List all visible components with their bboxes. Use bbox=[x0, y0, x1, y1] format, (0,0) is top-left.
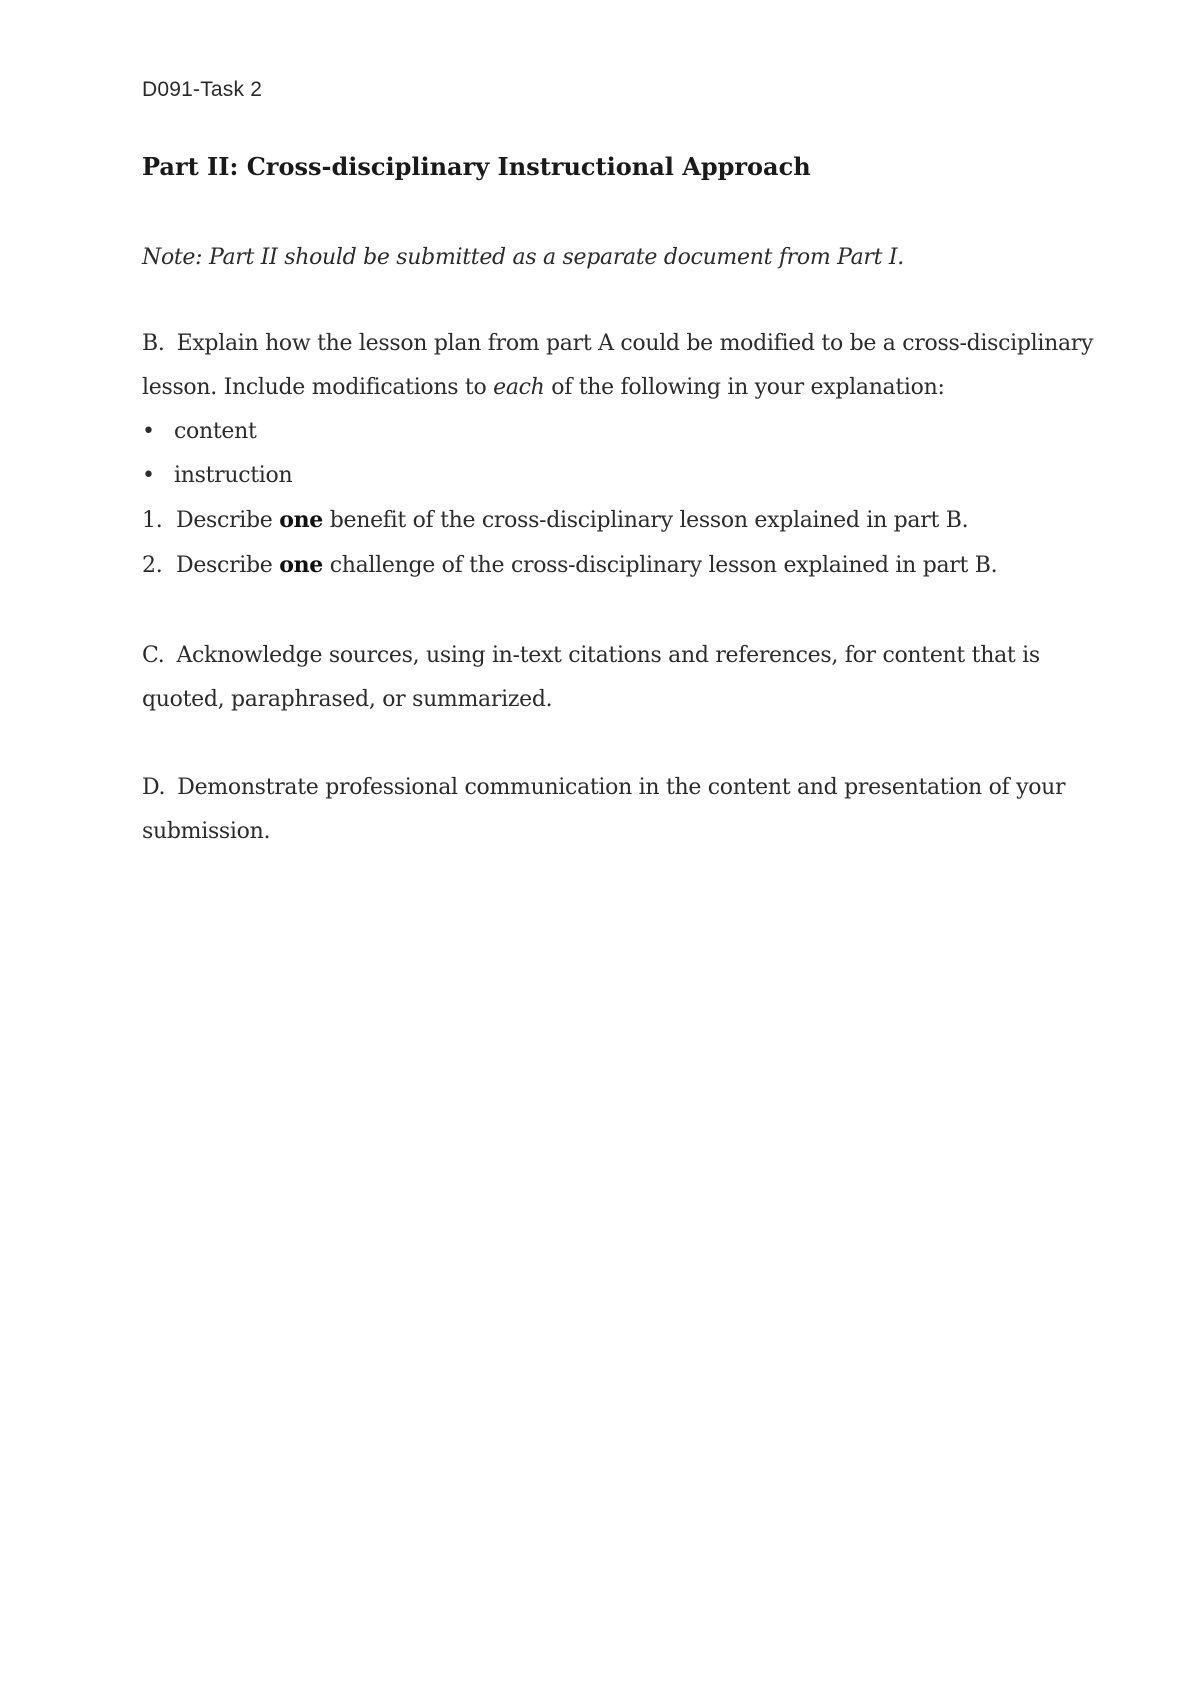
section-d-letter: D. bbox=[142, 775, 166, 800]
list-item bbox=[142, 543, 1082, 588]
list-text-pre: Describe bbox=[176, 553, 280, 578]
list-text-bold: one bbox=[279, 507, 323, 533]
section-c-text-1: Acknowledge sources, using in-text citations and references, for content that is bbox=[176, 643, 1040, 668]
list-text-bold: one bbox=[279, 552, 323, 578]
list-text-post: benefit of the cross-disciplinary lesson explained in part B. bbox=[323, 508, 969, 533]
section-b-emphasis: each bbox=[493, 375, 545, 400]
section-b-letter: B. bbox=[142, 331, 165, 356]
section-b-bullet-list bbox=[142, 410, 1082, 498]
bullet-icon: • bbox=[142, 419, 155, 444]
section-c bbox=[142, 634, 1082, 722]
section-b-text-1: Explain how the lesson plan from part A could be modified to be a cross-disciplinary bbox=[176, 331, 1094, 356]
section-b-numbered-list bbox=[142, 498, 1082, 588]
section-c-letter: C. bbox=[142, 643, 165, 668]
bullet-icon: • bbox=[142, 463, 155, 488]
list-text-pre: Describe bbox=[176, 508, 280, 533]
section-c-line-1 bbox=[142, 634, 1082, 678]
list-text-post: challenge of the cross-disciplinary lesson explained in part B. bbox=[323, 553, 998, 578]
bullet-text: content bbox=[174, 419, 257, 444]
section-b-line-2 bbox=[142, 366, 1082, 410]
list-item bbox=[142, 454, 1082, 498]
section-b bbox=[142, 322, 1094, 588]
submission-note: Note: Part II should be submitted as a separate document from Part I. bbox=[142, 245, 904, 270]
list-number: 1. bbox=[142, 508, 163, 533]
section-b-text-2-pre: lesson. Include modifications to bbox=[142, 375, 494, 400]
list-number: 2. bbox=[142, 553, 163, 578]
section-b-line-1 bbox=[142, 322, 1094, 366]
section-b-text-2-post: of the following in your explanation: bbox=[544, 375, 945, 400]
page-title: Part II: Cross-disciplinary Instructional Approach bbox=[142, 152, 811, 181]
section-d bbox=[142, 766, 1082, 854]
bullet-text: instruction bbox=[174, 463, 293, 488]
list-item bbox=[142, 410, 1082, 454]
section-d-line-1 bbox=[142, 766, 1082, 810]
list-item bbox=[142, 498, 1082, 543]
section-d-text-1: Demonstrate professional communication in the content and presentation of your bbox=[177, 775, 1066, 800]
page-header: D091-Task 2 bbox=[142, 78, 263, 101]
section-c-line-2: quoted, paraphrased, or summarized. bbox=[142, 687, 553, 712]
section-d-line-2: submission. bbox=[142, 819, 271, 844]
